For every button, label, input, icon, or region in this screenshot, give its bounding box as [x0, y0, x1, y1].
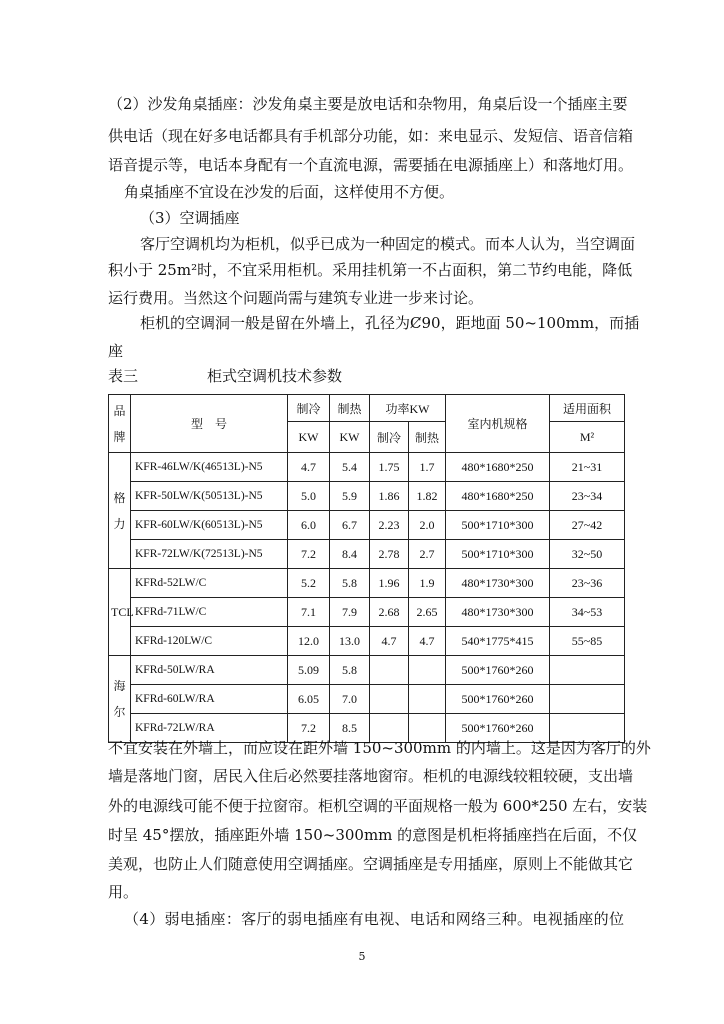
power-cooling-cell: 2.68	[370, 598, 409, 627]
power-heating-header: 制热	[409, 422, 446, 453]
power-heating-cell	[409, 656, 446, 685]
paragraph-line: （4）弱电插座：客厅的弱电插座有电视、电话和网络三种。电视插座的位	[124, 910, 624, 928]
cooling-header: 制冷	[288, 395, 330, 422]
model-cell: KFR-50LW/K(50513L)-N5	[131, 482, 288, 511]
table-row	[109, 598, 625, 627]
spec-cell: 500*1760*260	[446, 656, 550, 685]
heating-header: 制热	[330, 395, 370, 422]
spec-cell: 500*1760*260	[446, 714, 550, 743]
power-heating-cell: 1.82	[409, 482, 446, 511]
spec-cell: 480*1680*250	[446, 453, 550, 482]
table-header-row	[109, 395, 625, 422]
page-number: 5	[358, 950, 366, 963]
area-cell: 55~85	[550, 627, 625, 656]
heating-cell: 5.8	[330, 656, 370, 685]
power-heating-cell: 1.9	[409, 569, 446, 598]
spec-cell: 500*1710*300	[446, 511, 550, 540]
cooling-cell: 5.09	[288, 656, 330, 685]
model-cell: KFRd-60LW/RA	[131, 685, 288, 714]
power-cooling-cell	[370, 685, 409, 714]
power-cooling-cell: 1.96	[370, 569, 409, 598]
heating-cell: 13.0	[330, 627, 370, 656]
area-cell: 27~42	[550, 511, 625, 540]
cooling-cell: 12.0	[288, 627, 330, 656]
power-cooling-cell: 2.23	[370, 511, 409, 540]
cooling-cell: 7.2	[288, 714, 330, 743]
power-cooling-cell: 1.86	[370, 482, 409, 511]
paragraph-line: 不宜安装在外墙上，而应设在距外墙 150~300mm 的内墙上。这是因为客厅的外	[108, 739, 651, 757]
area-cell	[550, 656, 625, 685]
model-cell: KFRd-50LW/RA	[131, 656, 288, 685]
paragraph-line: 供电话（现在好多电话都具有手机部分功能，如：来电显示、发短信、语音信箱	[108, 127, 634, 145]
area-cell: 32~50	[550, 540, 625, 569]
cooling-cell: 7.1	[288, 598, 330, 627]
table-row	[109, 482, 625, 511]
section-heading: （3）空调插座	[140, 209, 240, 227]
power-heating-cell	[409, 685, 446, 714]
area-cell: 23~34	[550, 482, 625, 511]
power-heating-cell: 2.0	[409, 511, 446, 540]
cooling-cell: 5.0	[288, 482, 330, 511]
model-cell: KFRd-72LW/RA	[131, 714, 288, 743]
spec-cell: 500*1710*300	[446, 540, 550, 569]
table-row	[109, 453, 625, 482]
model-header: 型 号	[131, 395, 288, 453]
model-cell: KFRd-120LW/C	[131, 627, 288, 656]
brand-header: 品牌	[109, 395, 131, 453]
paragraph-line: 美观，也防止人们随意使用空调插座。空调插座是专用插座，原则上不能做其它	[108, 855, 634, 873]
power-cooling-cell: 2.78	[370, 540, 409, 569]
area-cell: 23~36	[550, 569, 625, 598]
area-cell: 34~53	[550, 598, 625, 627]
model-cell: KFRd-71LW/C	[131, 598, 288, 627]
power-cooling-cell	[370, 656, 409, 685]
power-heating-cell: 2.65	[409, 598, 446, 627]
paragraph-line: 语音提示等，电话本身配有一个直流电源，需要插在电源插座上）和落地灯用。	[108, 156, 634, 174]
paragraph-line: 客厅空调机均为柜机，似乎已成为一种固定的模式。而本人认为，当空调面	[140, 235, 636, 253]
model-cell: KFRd-52LW/C	[131, 569, 288, 598]
power-heating-cell: 4.7	[409, 627, 446, 656]
model-cell: KFR-60LW/K(60513L)-N5	[131, 511, 288, 540]
area-header: 适用面积	[550, 395, 625, 422]
power-header: 功率KW	[370, 395, 446, 422]
brand-cell: TCL	[109, 569, 131, 656]
cooling-cell: 6.0	[288, 511, 330, 540]
heating-cell: 7.0	[330, 685, 370, 714]
heating-cell: 5.4	[330, 453, 370, 482]
area-cell	[550, 685, 625, 714]
cooling-cell: 5.2	[288, 569, 330, 598]
heating-unit: KW	[330, 422, 370, 453]
cooling-cell: 7.2	[288, 540, 330, 569]
table-row	[109, 511, 625, 540]
power-cooling-cell: 1.75	[370, 453, 409, 482]
paragraph-line: 积小于 25m²时，不宜采用柜机。采用挂机第一不占面积，第二节约电能，降低	[108, 261, 633, 279]
paragraph-line: 用。	[108, 883, 139, 901]
table-row	[109, 627, 625, 656]
cooling-unit: KW	[288, 422, 330, 453]
indoor-spec-header: 室内机规格	[446, 395, 550, 453]
brand-cell: 格力	[109, 453, 131, 569]
ac-spec-table	[108, 394, 625, 743]
heating-cell: 6.7	[330, 511, 370, 540]
brand-cell: 海尔	[109, 656, 131, 743]
spec-cell: 480*1730*300	[446, 598, 550, 627]
cooling-cell: 6.05	[288, 685, 330, 714]
table-row	[109, 569, 625, 598]
paragraph-line: 墙是落地门窗，居民入住后必然要挂落地窗帘。柜机的电源线较粗较硬，支出墙	[108, 767, 634, 785]
paragraph-line: 柜机的空调洞一般是留在外墙上，孔径为Ȼ90，距地面 50~100mm，而插	[140, 314, 640, 332]
power-cooling-header: 制冷	[370, 422, 409, 453]
paragraph-line: 座	[108, 342, 124, 360]
heating-cell: 8.5	[330, 714, 370, 743]
spec-cell: 480*1730*300	[446, 569, 550, 598]
area-unit: M²	[550, 422, 625, 453]
paragraph-line: 角桌插座不宜设在沙发的后面，这样使用不方便。	[124, 183, 455, 201]
paragraph-line: （2）沙发角桌插座：沙发角桌主要是放电话和杂物用，角桌后设一个插座主要	[108, 95, 628, 113]
heating-cell: 8.4	[330, 540, 370, 569]
cooling-cell: 4.7	[288, 453, 330, 482]
paragraph-line: 运行费用。当然这个问题尚需与建筑专业进一步来讨论。	[108, 289, 484, 307]
area-cell: 21~31	[550, 453, 625, 482]
spec-cell: 480*1680*250	[446, 482, 550, 511]
spec-cell: 500*1760*260	[446, 685, 550, 714]
power-heating-cell: 1.7	[409, 453, 446, 482]
table-row	[109, 540, 625, 569]
power-cooling-cell: 4.7	[370, 627, 409, 656]
model-cell: KFR-46LW/K(46513L)-N5	[131, 453, 288, 482]
table-row	[109, 685, 625, 714]
model-cell: KFR-72LW/K(72513L)-N5	[131, 540, 288, 569]
paragraph-line: 外的电源线可能不便于拉窗帘。柜机空调的平面规格一般为 600*250 左右，安装	[108, 797, 648, 815]
table-title: 柜式空调机技术参数	[207, 367, 343, 385]
power-heating-cell: 2.7	[409, 540, 446, 569]
heating-cell: 5.9	[330, 482, 370, 511]
table-label: 表三	[108, 367, 139, 385]
paragraph-line: 时呈 45°摆放，插座距外墙 150~300mm 的意图是机柜将插座挡在后面，不仅	[108, 826, 638, 844]
spec-cell: 540*1775*415	[446, 627, 550, 656]
table-row	[109, 656, 625, 685]
heating-cell: 5.8	[330, 569, 370, 598]
heating-cell: 7.9	[330, 598, 370, 627]
